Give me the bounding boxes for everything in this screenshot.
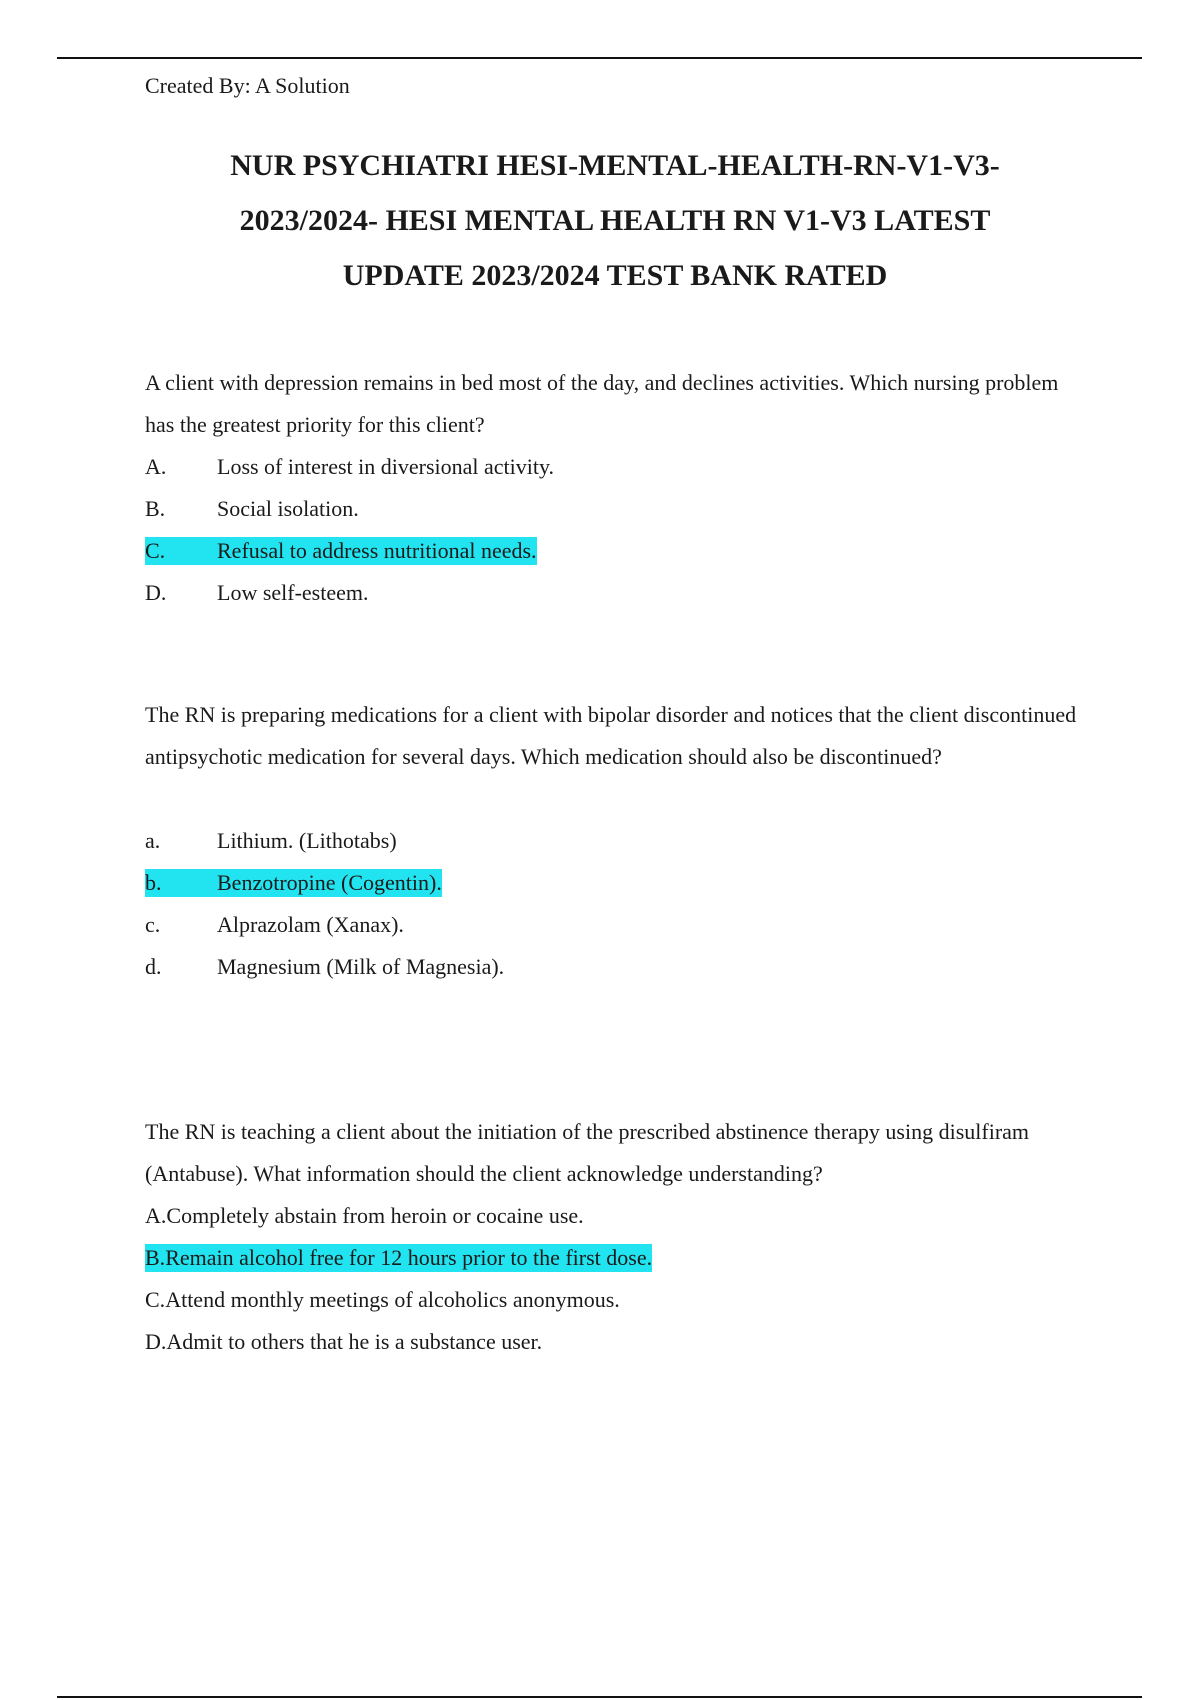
option-2a <box>145 820 1085 862</box>
option-3a <box>145 1195 1085 1237</box>
option-2d <box>145 946 1085 988</box>
question-1-text: A client with depression remains in bed most of the day, and declines activities. Which nursing problem has the greatest priority for this client? <box>145 370 1059 437</box>
question-3-options <box>145 1195 1085 1363</box>
option-2c <box>145 904 1085 946</box>
option-letter: C. <box>145 538 166 563</box>
option-letter: b. <box>145 870 162 895</box>
option-text: Magnesium (Milk of Magnesia). <box>217 954 505 979</box>
option-text: Alprazolam (Xanax). <box>217 912 404 937</box>
title-line-2: 2023/2024- HESI MENTAL HEALTH RN V1-V3 LATEST <box>239 204 991 237</box>
option-letter: C. <box>145 1287 166 1312</box>
option-text: Benzotropine (Cogentin). <box>217 870 442 895</box>
question-2-text: The RN is preparing medications for a client with bipolar disorder and notices that the client discontinued antipsychotic medication for several days. Which medication should also be discontinued? <box>145 702 1077 769</box>
option-text: Lithium. (Lithotabs) <box>217 828 397 853</box>
option-letter: A. <box>145 454 167 479</box>
option-text: Social isolation. <box>217 496 359 521</box>
created-by-line: Created By: A Solution <box>145 73 350 98</box>
question-2-options <box>145 820 1085 988</box>
option-text: Remain alcohol free for 12 hours prior to the first dose. <box>165 1245 653 1270</box>
option-1d <box>145 572 1085 614</box>
title-line-1: NUR PSYCHIATRI HESI-MENTAL-HEALTH-RN-V1-V3- <box>230 149 1000 182</box>
option-letter: B. <box>145 496 166 521</box>
option-3d <box>145 1321 1085 1363</box>
question-3-text: The RN is teaching a client about the initiation of the prescribed abstinence therapy using disulfiram (Antabuse). What information should the client acknowledge understanding? <box>145 1119 1030 1186</box>
option-1a <box>145 446 1085 488</box>
correct-answer-highlight <box>145 1244 652 1272</box>
option-3c <box>145 1279 1085 1321</box>
option-letter: B. <box>145 1245 166 1270</box>
correct-answer-highlight <box>145 869 442 897</box>
option-1b <box>145 488 1085 530</box>
question-2 <box>145 694 1085 988</box>
option-text: Attend monthly meetings of alcoholics anonymous. <box>165 1287 620 1312</box>
document-title <box>145 138 1085 303</box>
option-text: Admit to others that he is a substance user. <box>166 1329 543 1354</box>
correct-answer-highlight <box>145 537 537 565</box>
option-text: Completely abstain from heroin or cocaine use. <box>166 1203 584 1228</box>
option-letter: a. <box>145 828 161 853</box>
option-text: Loss of interest in diversional activity. <box>217 454 555 479</box>
header-rule <box>57 57 1142 59</box>
option-text: Refusal to address nutritional needs. <box>217 538 537 563</box>
question-1 <box>145 362 1085 614</box>
title-line-3: UPDATE 2023/2024 TEST BANK RATED <box>342 259 888 292</box>
question-3 <box>145 1111 1085 1363</box>
question-1-options <box>145 446 1085 614</box>
footer-rule <box>57 1696 1142 1698</box>
option-1c-correct <box>145 530 1085 572</box>
option-letter: D. <box>145 1329 167 1354</box>
option-2b-correct <box>145 862 1085 904</box>
option-letter: d. <box>145 954 162 979</box>
option-letter: c. <box>145 912 161 937</box>
option-letter: A. <box>145 1203 167 1228</box>
option-text: Low self-esteem. <box>217 580 369 605</box>
option-3b-correct <box>145 1237 1085 1279</box>
option-letter: D. <box>145 580 167 605</box>
